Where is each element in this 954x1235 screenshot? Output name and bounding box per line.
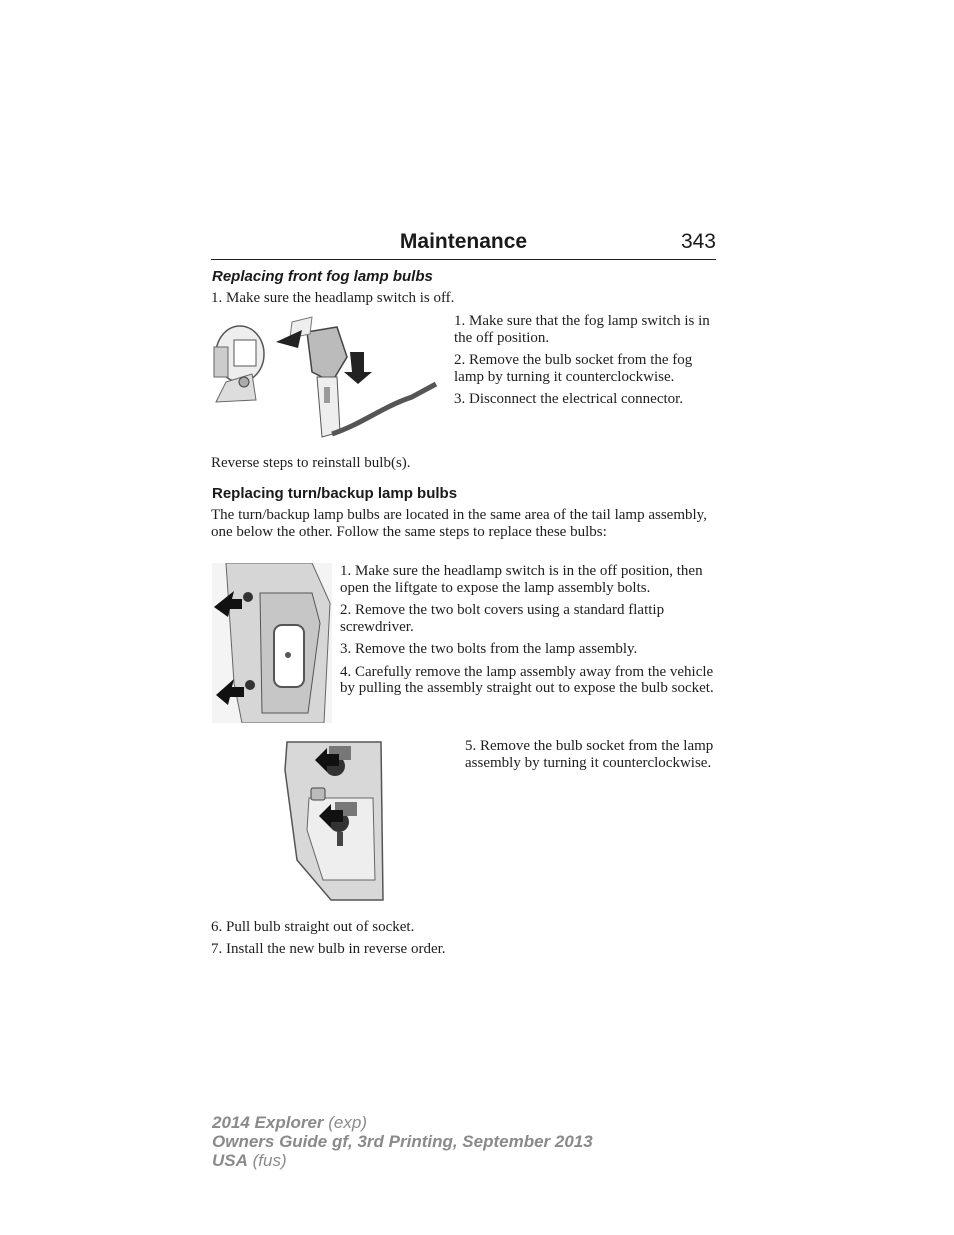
turn-intro: The turn/backup lamp bulbs are located in the same area of the tail lamp assembly, one below the other. Follow the same steps to replace these bulbs:: [211, 507, 707, 540]
footer-guide: Owners Guide gf, 3rd Printing, September 2013: [212, 1132, 593, 1151]
header-rule: [211, 259, 716, 260]
footer-model-code: (exp): [328, 1113, 367, 1132]
fog-steps: [454, 313, 716, 408]
turn-steps-a: [340, 563, 716, 697]
fog-step-1: 1. Make sure that the fog lamp switch is in the off position.: [454, 313, 710, 346]
turn-step-5: 5. Remove the bulb socket from the lamp assembly by turning it counterclockwise.: [465, 738, 714, 771]
turn-step-7: 7. Install the new bulb in reverse order.: [211, 941, 446, 957]
fog-lamp-illustration: [212, 312, 438, 442]
fog-step-2: 2. Remove the bulb socket from the fog lamp by turning it counterclockwise.: [454, 352, 693, 385]
document-footer: [212, 1113, 593, 1170]
footer-region-code: (fus): [252, 1151, 287, 1170]
tail-lamp-bolts-illustration: [212, 563, 332, 723]
fog-reverse-note: Reverse steps to reinstall bulb(s).: [211, 455, 411, 471]
turn-step-2: 2. Remove the two bolt covers using a standard flattip screwdriver.: [340, 602, 665, 635]
page-number: 343: [680, 230, 716, 253]
footer-model: 2014 Explorer: [212, 1113, 324, 1132]
turn-section-heading: Replacing turn/backup lamp bulbs: [212, 485, 458, 502]
turn-step-1: 1. Make sure the headlamp switch is in the off position, then open the liftgate to expose the lamp assembly bolts.: [340, 563, 703, 596]
fog-step-3: 3. Disconnect the electrical connector.: [454, 391, 684, 407]
fog-section-heading: Replacing front fog lamp bulbs: [212, 268, 433, 285]
fog-intro: 1. Make sure the headlamp switch is off.: [211, 290, 455, 306]
turn-step-6: 6. Pull bulb straight out of socket.: [211, 919, 415, 935]
bulb-socket-illustration: [283, 740, 387, 902]
turn-step-3: 3. Remove the two bolts from the lamp assembly.: [340, 641, 638, 657]
turn-step-4: 4. Carefully remove the lamp assembly away from the vehicle by pulling the assembly straight out to expose the bulb socket.: [340, 663, 714, 696]
page-title: Maintenance: [399, 230, 528, 253]
footer-region: USA: [212, 1151, 248, 1170]
